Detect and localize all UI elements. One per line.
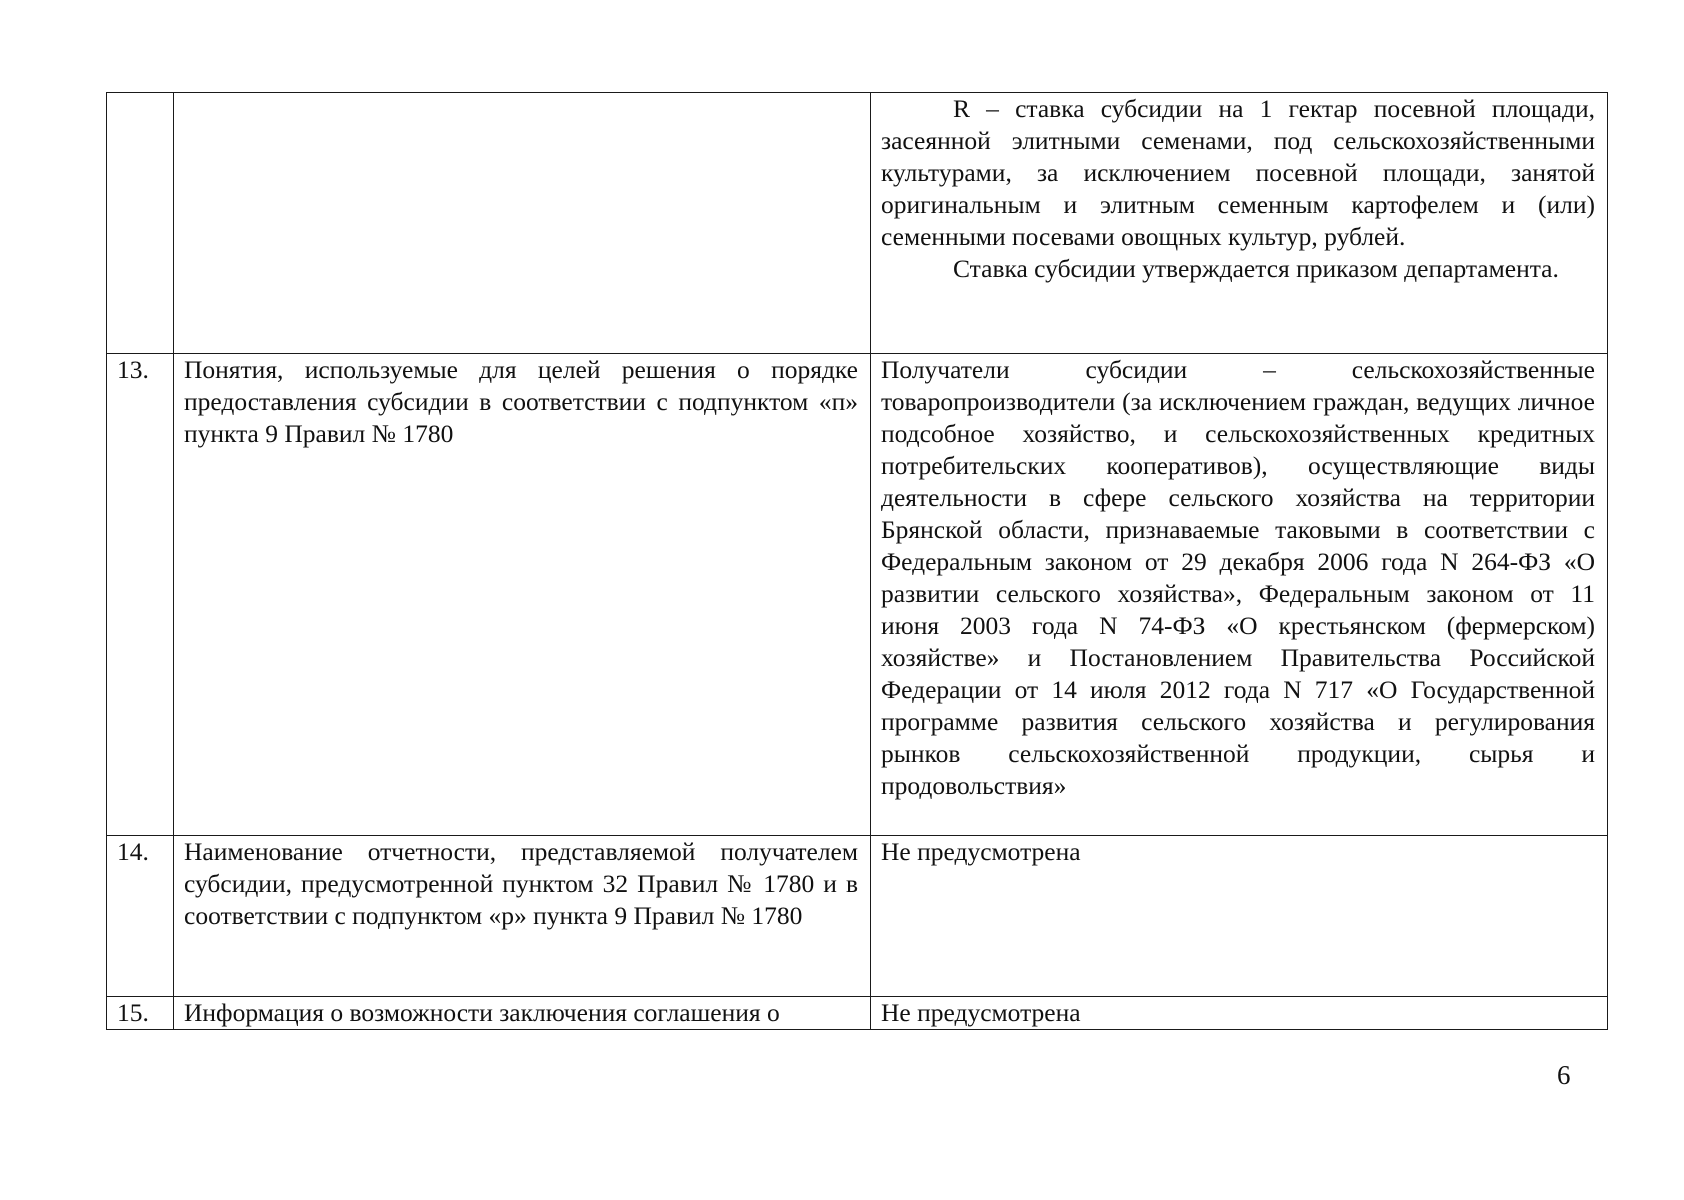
row-name-cell: Наименование отчетности, представляемой получателем субсидии, предусмотренной пунктом 32 Правил № 1780 и в соответствии с подпунктом «р» пункта 9 Правил № 1780 — [174, 836, 871, 997]
row-name-cell: Понятия, используемые для целей решения о порядке предоставления субсидии в соответствии с подпунктом «п» пункта 9 Правил № 1780 — [174, 354, 871, 836]
row-value-text: Не предусмотрена — [881, 998, 1081, 1027]
document-table — [106, 92, 1608, 1030]
subsidy-rate-approval: Ставка субсидии утверждается приказом департамента. — [953, 254, 1559, 283]
row-value-cell — [871, 997, 1608, 1030]
row-value-cell: Получатели субсидии – сельскохозяйственные товаропроизводители (за исключением граждан, ведущих личное подсобное хозяйство, и сельскохозяйственных кредитных потребительских кооперативов), осуществляющие виды деятельности в сфере сельского хозяйства на территории Брянской области, признаваемые таковыми в соответствии с Федеральным законом от 29 декабря 2006 года N 264-ФЗ «О развитии сельского хозяйства», Федеральным законом от 11 июня 2003 года N 74-ФЗ «О крестьянском (фермерском) хозяйстве» и Постановлением Правительства Российской Федерации от 14 июля 2012 года N 717 «О Государственной программе развития сельского хозяйства и регулирования рынков сельскохозяйственной продукции, сырья и продовольствия» — [871, 354, 1608, 836]
table-row-continuation — [107, 93, 1608, 354]
row-name-cell — [174, 93, 871, 354]
row-value-cell — [871, 93, 1608, 354]
table-row-14 — [107, 836, 1608, 997]
row-number-cell: 13. — [107, 354, 174, 836]
row-number-cell — [107, 93, 174, 354]
row-name-cell — [174, 997, 871, 1030]
page-number: 6 — [1557, 1060, 1571, 1090]
subsidy-rate-definition: R – ставка субсидии на 1 гектар посевной площади, засеянной элитными семенами, под сельскохозяйственными культурами, за исключением посевной площади, занятой оригинальным и элитным семенным картофелем и (или) семенными посевами овощных культур, рублей. — [881, 94, 1595, 251]
row-name-text: Информация о возможности заключения соглашения о — [184, 998, 780, 1027]
table-row-15 — [107, 997, 1608, 1030]
row-number-cell: 14. — [107, 836, 174, 997]
row-number-cell: 15. — [107, 997, 174, 1030]
row-value-cell: Не предусмотрена — [871, 836, 1608, 997]
table-row-13 — [107, 354, 1608, 836]
